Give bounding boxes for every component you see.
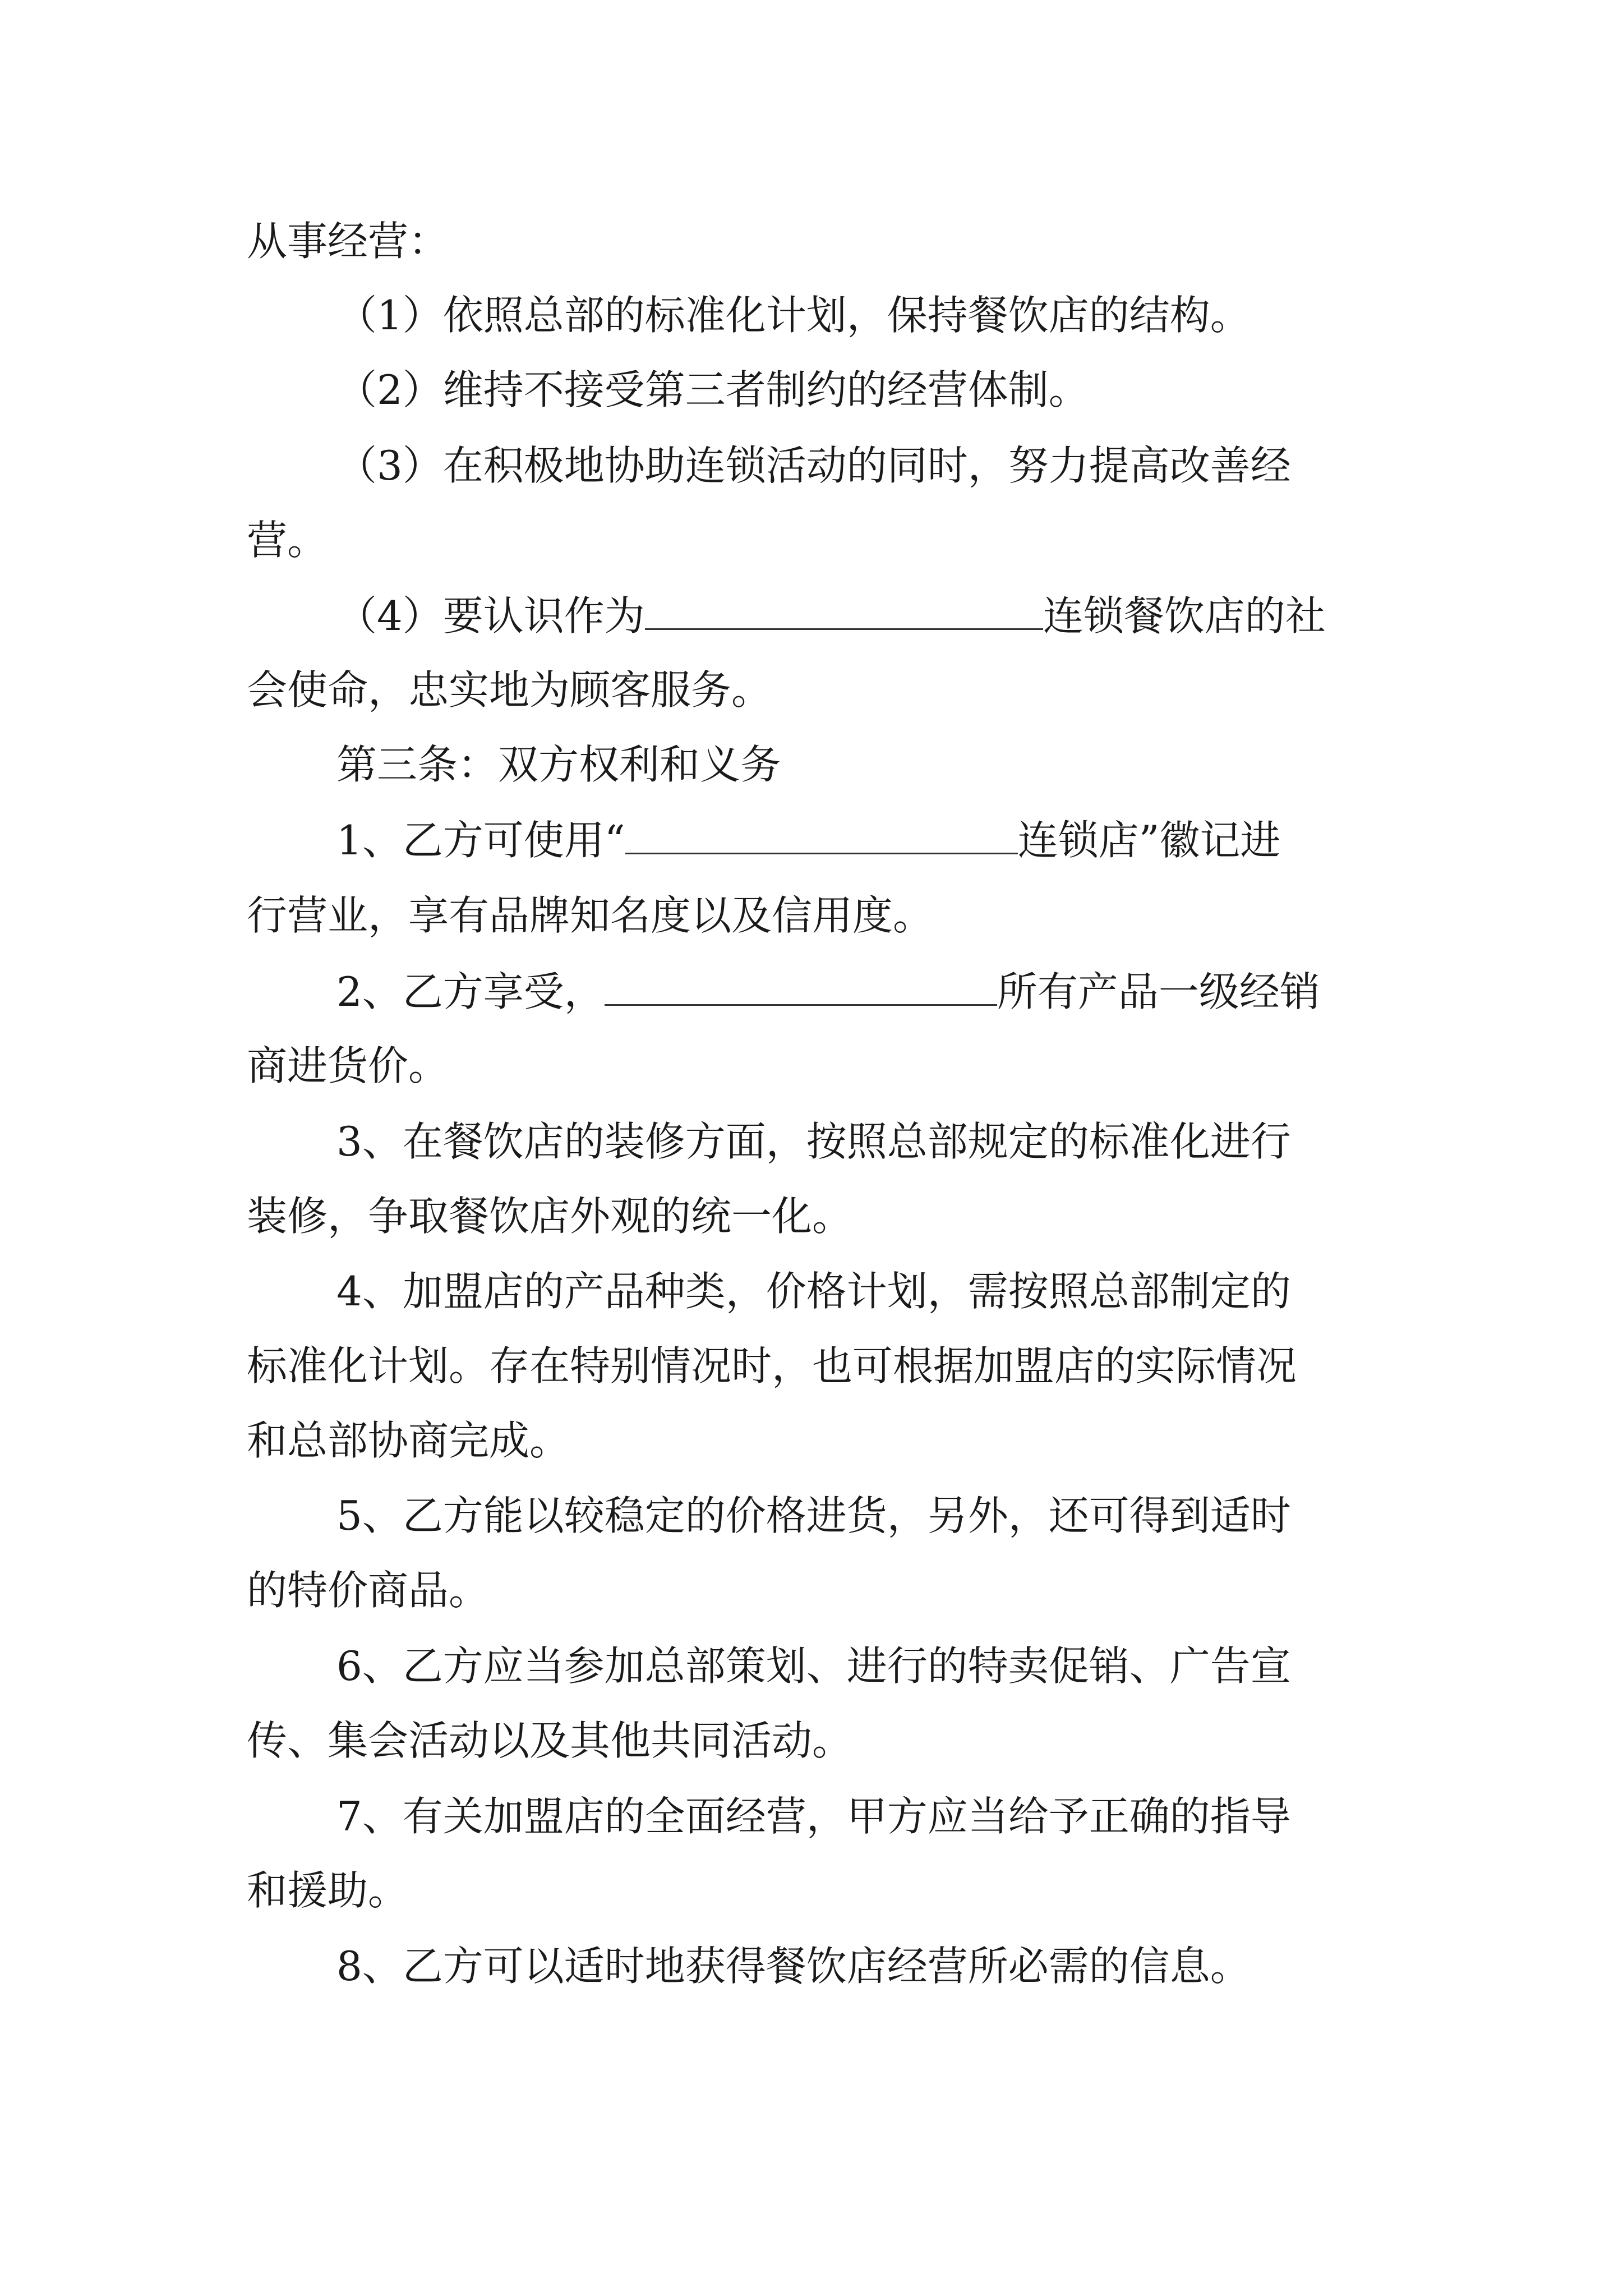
clause-7: 7、有关加盟店的全面经营，甲方应当给予正确的指导: [336, 1793, 1291, 1840]
list-item-3: [336, 438, 1380, 494]
text-segment: 连锁餐饮店的社: [1043, 592, 1326, 639]
text-line: 会使命，忠实地为顾客服务。: [247, 666, 772, 714]
text-line: 营。: [247, 517, 328, 564]
list-item-2: （2）维持不接受第三者制约的经营体制。: [336, 366, 1089, 413]
list-item-4: [336, 588, 1380, 644]
text-segment: 所有产品一级经销: [997, 968, 1320, 1015]
text-line: 装修，争取餐饮店外观的统一化。: [247, 1193, 853, 1240]
fill-in-blank[interactable]: [645, 592, 1043, 630]
text-line: 商进货价。: [247, 1042, 449, 1089]
text-line: 和援助。: [247, 1867, 409, 1914]
fill-in-blank[interactable]: [605, 968, 997, 1006]
text-line: 从事经营：: [247, 218, 449, 265]
clause-1: [336, 812, 1380, 868]
clause-5: 5、乙方能以较稳定的价格进货，另外，还可得到适时: [336, 1492, 1291, 1539]
text-line: 行营业，享有品牌知名度以及信用度。: [247, 892, 934, 939]
clause-4: 4、加盟店的产品种类，价格计划，需按照总部制定的: [336, 1268, 1291, 1315]
text-line: 传、集会活动以及其他共同活动。: [247, 1717, 853, 1764]
clause-8: 8、乙方可以适时地获得餐饮店经营所必需的信息。: [336, 1943, 1251, 1990]
section-heading: 第三条：双方权利和义务: [336, 741, 781, 788]
text-line: 的特价商品。: [247, 1567, 490, 1614]
clause-6: 6、乙方应当参加总部策划、进行的特卖促销、广告宣: [336, 1642, 1291, 1690]
list-item-1: （1）依照总部的标准化计划，保持餐饮店的结构。: [336, 292, 1251, 339]
clause-2: [336, 964, 1380, 1020]
text-segment: 1、乙方可使用“: [336, 817, 625, 864]
fill-in-blank[interactable]: [625, 816, 1018, 854]
clause-3: 3、在餐饮店的装修方面，按照总部规定的标准化进行: [336, 1118, 1291, 1165]
text-segment: 连锁店”徽记进: [1017, 817, 1281, 864]
text-line: 标准化计划。存在特别情况时，也可根据加盟店的实际情况: [247, 1342, 1297, 1389]
text-segment: 2、乙方享受，: [336, 968, 605, 1015]
text-segment: （4）要认识作为: [336, 592, 645, 639]
text-line: 和总部协商完成。: [247, 1417, 570, 1464]
text-segment: （3）在积极地协助连锁活动的同时，努力提高改善经: [336, 442, 1291, 489]
